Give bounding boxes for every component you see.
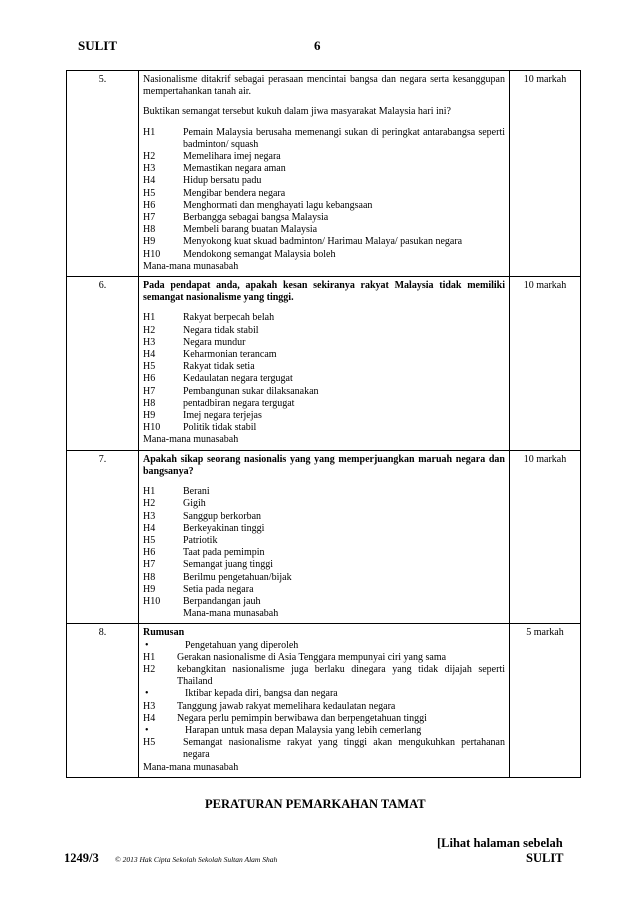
answer-code: H10 (143, 595, 161, 607)
answer-line (143, 361, 505, 373)
answer-text: Pemain Malaysia berusaha memenangi sukan di peringkat antarabangsa seperti badminton/ squash (183, 126, 505, 150)
answer-line (143, 688, 505, 700)
answer-line (143, 175, 505, 187)
answer-line (143, 151, 505, 163)
answer-code: H7 (143, 559, 156, 571)
answer-code: H9 (143, 583, 156, 595)
answer-line (143, 212, 505, 224)
answer-line (143, 224, 505, 236)
answer-text: Pembangunan sukar dilaksanakan (183, 385, 319, 397)
answer-code: H1 (143, 312, 156, 324)
answer-line (143, 410, 505, 422)
question-row (67, 71, 581, 277)
answer-line (143, 713, 505, 725)
answer-code: H5 (143, 737, 156, 749)
marks-cell: 10 markah (510, 277, 581, 451)
spacer (143, 119, 505, 127)
answer-text: kebangkitan nasionalisme juga berlaku dinegara yang tidak dijajah seperti Thailand (177, 663, 505, 688)
answer-text: Memelihara imej negara (183, 151, 281, 163)
answer-text: Taat pada pemimpin (183, 547, 265, 559)
question-content (139, 277, 510, 451)
answer-code: H9 (143, 410, 156, 422)
answer-line (143, 373, 505, 385)
marking-scheme-table (66, 70, 581, 778)
answer-text: Keharmonian terancam (183, 349, 277, 361)
answer-code (143, 608, 183, 620)
answer-line (143, 337, 505, 349)
question-number: 6. (67, 277, 139, 451)
answer-text: Berilmu pengetahuan/bijak (183, 571, 292, 583)
question-row (67, 624, 581, 777)
answer-line (143, 127, 505, 151)
answer-text: Iktibar kepada diri, bangsa dan negara (185, 688, 338, 700)
question-text: Pada pendapat anda, apakah kesan sekiranya rakyat Malaysia tidak memiliki semangat nasionalisme yang tinggi. (143, 280, 505, 304)
answer-text: Politik tidak stabil (183, 422, 257, 434)
answer-code: H8 (143, 224, 156, 236)
answer-line (143, 325, 505, 337)
question-content (139, 450, 510, 624)
answer-line (143, 249, 505, 261)
answer-code: H7 (143, 212, 156, 224)
answer-code: H2 (143, 498, 156, 510)
question-row (67, 277, 581, 451)
page-number: 6 (314, 38, 321, 53)
answer-code: H2 (143, 151, 156, 163)
answer-text: Membeli barang buatan Malaysia (183, 224, 318, 236)
answer-code: H3 (143, 510, 156, 522)
answer-line (143, 422, 505, 434)
answer-text: Berpandangan jauh (183, 595, 261, 607)
answer-text: Berkeyakinan tinggi (183, 522, 265, 534)
answer-text: Mana-mana munasabah (183, 608, 279, 620)
answer-code: H9 (143, 236, 156, 248)
answer-note: Mana-mana munasabah (143, 434, 239, 446)
question-number: 8. (67, 624, 139, 777)
answer-code: H1 (143, 486, 156, 498)
answer-line (143, 523, 505, 535)
question-content (139, 71, 510, 277)
answer-text: Tanggung jawab rakyat memelihara kedaulatan negara (177, 700, 396, 712)
answer-text: Hidup bersatu padu (183, 175, 262, 187)
answer-code: H4 (143, 349, 156, 361)
answer-line (143, 725, 505, 737)
spacer (143, 478, 505, 486)
question-number: 5. (67, 71, 139, 277)
answer-line (143, 163, 505, 175)
answer-line (143, 349, 505, 361)
answer-text: Gigih (183, 498, 206, 510)
answer-code: H4 (143, 522, 156, 534)
answer-text: Semangat nasionalisme rakyat yang tinggi akan mengukuhkan pertahanan negara (183, 737, 505, 761)
answer-line (143, 559, 505, 571)
answer-code: H10 (143, 248, 161, 260)
header-sulit: SULIT (78, 38, 118, 53)
next-page-note: [Lihat halaman sebelah (437, 836, 563, 850)
answer-line (143, 608, 505, 620)
answer-line (143, 188, 505, 200)
answer-text: Mendokong semangat Malaysia boleh (183, 248, 336, 260)
question-text: Nasionalisme ditakrif sebagai perasaan mencintai bangsa dan negara serta kesanggupan mempertahankan tanah air. (143, 74, 505, 98)
answer-text: Berbangga sebagai bangsa Malaysia (183, 212, 329, 224)
answer-text: Imej negara terjejas (183, 410, 262, 422)
answer-line (143, 652, 505, 664)
bullet-icon: • (145, 724, 149, 736)
answer-note: Mana-mana munasabah (143, 260, 239, 272)
question-text: Rumusan (143, 627, 185, 639)
answer-text: Mengibar bendera negara (183, 187, 286, 199)
marking-scheme-rows (67, 71, 581, 778)
answer-code: H4 (143, 175, 156, 187)
question-row (67, 450, 581, 624)
answer-text: Negara tidak stabil (183, 324, 259, 336)
answer-text: Pengetahuan yang diperoleh (185, 639, 299, 651)
answer-text: Negara perlu pemimpin berwibawa dan berpengetahuan tinggi (177, 712, 427, 724)
answer-code: H4 (143, 712, 156, 724)
answer-code: H5 (143, 361, 156, 373)
answer-code: H10 (143, 422, 161, 434)
answer-text: Rakyat tidak setia (183, 361, 255, 373)
end-title: PERATURAN PEMARKAHAN TAMAT (205, 797, 426, 811)
answer-line (143, 535, 505, 547)
answer-line (143, 398, 505, 410)
answer-code: H6 (143, 199, 156, 211)
question-number: 7. (67, 450, 139, 624)
question-content (139, 624, 510, 777)
answer-text: pentadbiran negara tergugat (183, 397, 295, 409)
answer-text: Setia pada negara (183, 583, 254, 595)
answer-code: H6 (143, 547, 156, 559)
answer-line (143, 511, 505, 523)
answer-line (143, 596, 505, 608)
answer-text: Patriotik (183, 534, 218, 546)
answer-text: Gerakan nasionalisme di Asia Tenggara mempunyai ciri yang sama (177, 651, 447, 663)
answer-code: H5 (143, 187, 156, 199)
answer-text: Menghormati dan menghayati lagu kebangsaan (183, 199, 373, 211)
spacer (143, 304, 505, 312)
answer-line (143, 701, 505, 713)
answer-line (143, 236, 505, 248)
answer-text: Harapan untuk masa depan Malaysia yang lebih cemerlang (185, 724, 422, 736)
answer-code: H1 (143, 651, 156, 663)
answer-text: Negara mundur (183, 336, 246, 348)
footer-sulit: SULIT (526, 851, 564, 865)
bullet-icon: • (145, 639, 149, 651)
answer-code: H3 (143, 163, 156, 175)
answer-line (143, 737, 505, 761)
answer-line (143, 486, 505, 498)
answer-text: Semangat juang tinggi (183, 559, 273, 571)
answer-line (143, 584, 505, 596)
paper-code: 1249/3 (64, 851, 99, 865)
answer-code: H6 (143, 373, 156, 385)
answer-code: H3 (143, 700, 156, 712)
answer-line (143, 312, 505, 324)
answer-code: H1 (143, 126, 156, 138)
answer-text: Sanggup berkorban (183, 510, 262, 522)
answer-line (143, 640, 505, 652)
question-instruction: Buktikan semangat tersebut kukuh dalam jiwa masyarakat Malaysia hari ini? (143, 106, 451, 118)
answer-line (143, 572, 505, 584)
marks-cell: 10 markah (510, 450, 581, 624)
copyright-note: © 2013 Hak Cipta Sekolah Sekolah Sultan Alam Shah (115, 855, 278, 864)
answer-code: H7 (143, 385, 156, 397)
answer-text: Kedaulatan negara tergugat (183, 373, 293, 385)
answer-code: H5 (143, 534, 156, 546)
answer-code: H2 (143, 663, 156, 675)
answer-code: H8 (143, 571, 156, 583)
answer-line (143, 386, 505, 398)
answer-code: H3 (143, 336, 156, 348)
answer-text: Memastikan negara aman (183, 163, 286, 175)
answer-text: Rakyat berpecah belah (183, 312, 275, 324)
marks-cell: 10 markah (510, 71, 581, 277)
question-text: Apakah sikap seorang nasionalis yang yang memperjuangkan maruah negara dan bangsanya? (143, 453, 505, 477)
answer-line (143, 498, 505, 510)
answer-line (143, 547, 505, 559)
answer-line (143, 200, 505, 212)
answer-code: H8 (143, 397, 156, 409)
answer-line (143, 664, 505, 688)
answer-text: Berani (183, 486, 210, 498)
marks-cell: 5 markah (510, 624, 581, 777)
bullet-icon: • (145, 688, 149, 700)
answer-code: H2 (143, 324, 156, 336)
answer-text: Menyokong kuat skuad badminton/ Harimau Malaya/ pasukan negara (183, 236, 463, 248)
answer-note: Mana-mana munasabah (143, 761, 239, 773)
